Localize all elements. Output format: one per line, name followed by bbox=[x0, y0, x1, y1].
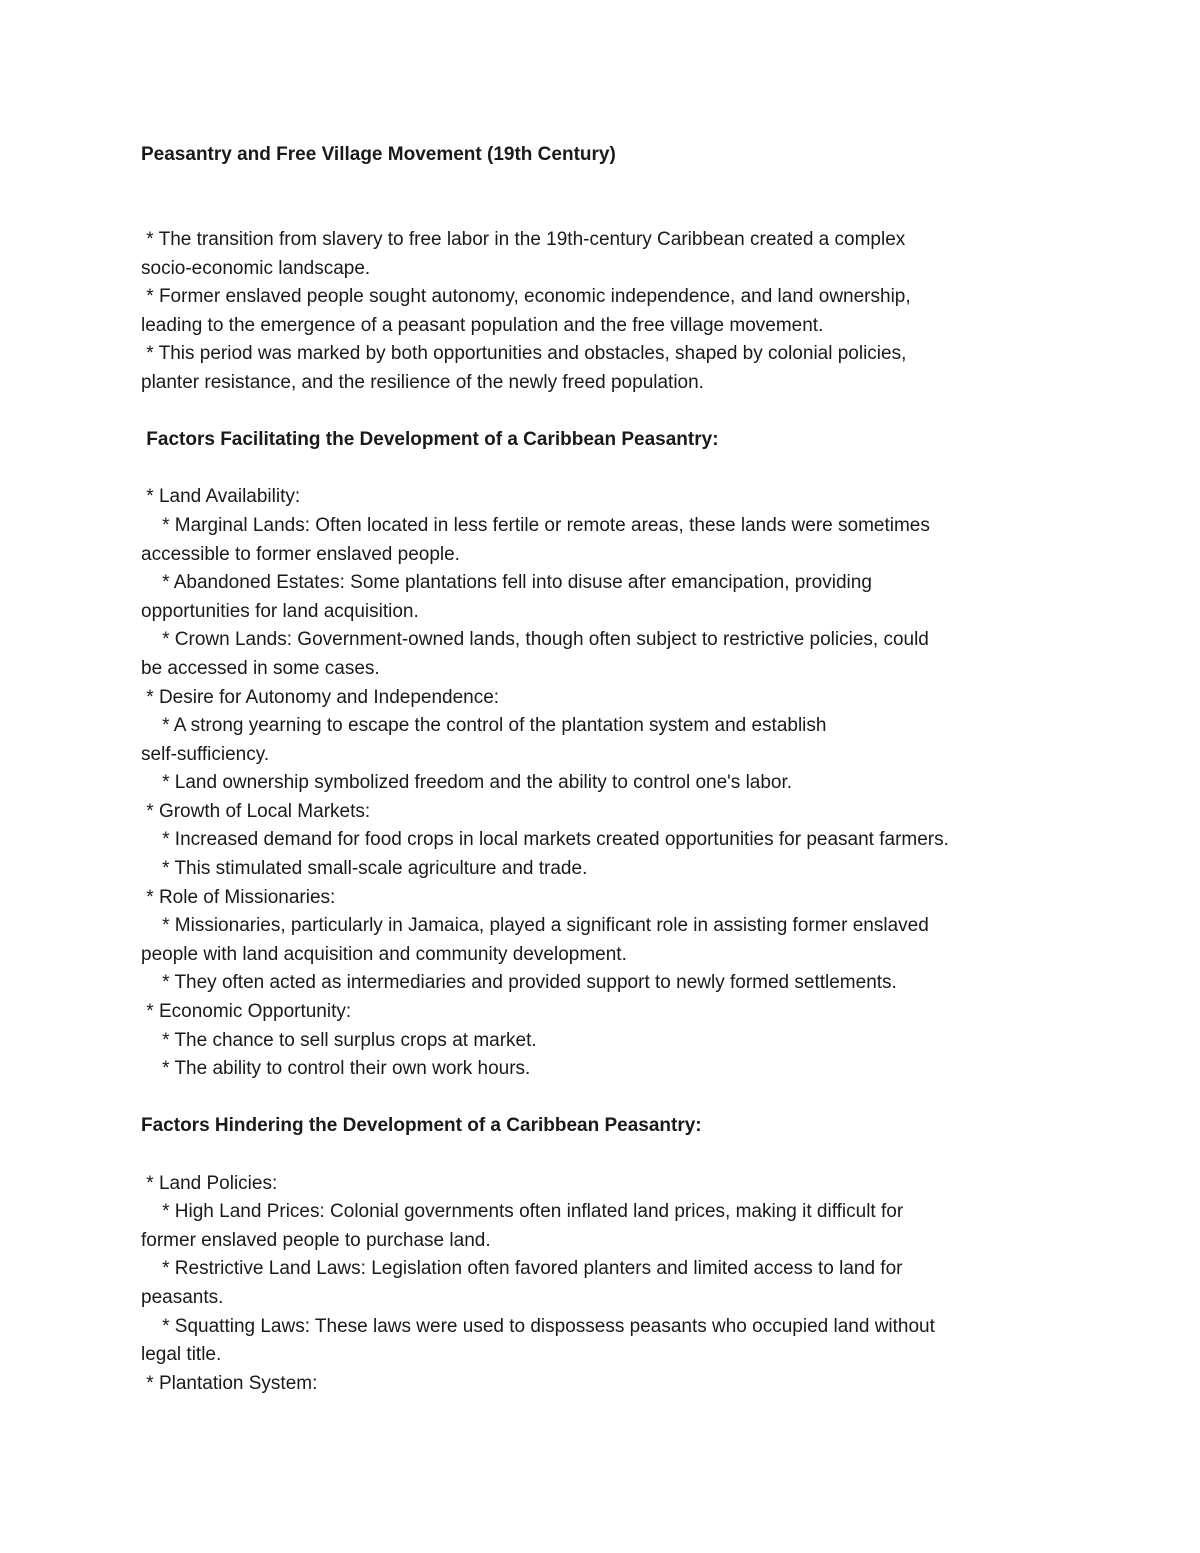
intro-line: * Former enslaved people sought autonomy, economic independence, and land ownership, bbox=[141, 286, 911, 308]
list-line: * Missionaries, particularly in Jamaica, played a significant role in assisting former enslaved bbox=[141, 915, 929, 937]
spacer bbox=[141, 1084, 1061, 1113]
spacer bbox=[141, 455, 1061, 484]
list-line: accessible to former enslaved people. bbox=[141, 543, 460, 565]
list-line: * Increased demand for food crops in local markets created opportunities for peasant farmers. bbox=[141, 829, 949, 851]
list-line: * Marginal Lands: Often located in less fertile or remote areas, these lands were sometimes bbox=[141, 514, 930, 536]
list-line: * Economic Opportunity: bbox=[141, 1001, 352, 1023]
list-line: legal title. bbox=[141, 1344, 222, 1366]
spacer bbox=[141, 398, 1061, 427]
spacer bbox=[141, 1141, 1061, 1170]
intro-line: * This period was marked by both opportunities and obstacles, shaped by colonial policies, bbox=[141, 343, 907, 365]
list-line: * Abandoned Estates: Some plantations fell into disuse after emancipation, providing bbox=[141, 572, 872, 594]
list-line: be accessed in some cases. bbox=[141, 657, 380, 679]
intro-line: planter resistance, and the resilience of the newly freed population. bbox=[141, 371, 704, 393]
list-line: * The ability to control their own work hours. bbox=[141, 1058, 531, 1080]
list-line: * Plantation System: bbox=[141, 1372, 318, 1394]
list-line: * Desire for Autonomy and Independence: bbox=[141, 686, 500, 708]
list-line: opportunities for land acquisition. bbox=[141, 600, 419, 622]
list-line: people with land acquisition and community development. bbox=[141, 943, 627, 965]
hindering-section bbox=[141, 1112, 1061, 1398]
list-line: * Land Availability: bbox=[141, 486, 301, 508]
section-heading-facilitating: Factors Facilitating the Development of a Caribbean Peasantry: bbox=[141, 429, 719, 451]
intro-section bbox=[141, 226, 1061, 398]
intro-line: socio-economic landscape. bbox=[141, 257, 371, 279]
list-line: * Restrictive Land Laws: Legislation often favored planters and limited access to land for bbox=[141, 1258, 903, 1280]
list-line: * Growth of Local Markets: bbox=[141, 800, 371, 822]
list-line: * This stimulated small-scale agriculture and trade. bbox=[141, 858, 588, 880]
list-line: * High Land Prices: Colonial governments often inflated land prices, making it difficult for bbox=[141, 1201, 904, 1223]
document-title: Peasantry and Free Village Movement (19th Century) bbox=[141, 144, 616, 165]
list-line: * Squatting Laws: These laws were used to dispossess peasants who occupied land without bbox=[141, 1315, 935, 1337]
list-line: * Land ownership symbolized freedom and the ability to control one's labor. bbox=[141, 772, 793, 794]
list-line: * Role of Missionaries: bbox=[141, 886, 336, 908]
section-heading-hindering: Factors Hindering the Development of a Caribbean Peasantry: bbox=[141, 1115, 702, 1137]
list-line: * Land Policies: bbox=[141, 1172, 278, 1194]
list-line: * They often acted as intermediaries and provided support to newly formed settlements. bbox=[141, 972, 897, 994]
list-line: self-sufficiency. bbox=[141, 743, 270, 765]
list-line: * A strong yearning to escape the control of the plantation system and establish bbox=[141, 715, 827, 737]
intro-line: * The transition from slavery to free labor in the 19th-century Caribbean created a complex bbox=[141, 229, 906, 250]
facilitating-section bbox=[141, 426, 1061, 1084]
document-page bbox=[141, 141, 1061, 1398]
spacer bbox=[141, 169, 1061, 226]
intro-line: leading to the emergence of a peasant population and the free village movement. bbox=[141, 314, 824, 336]
list-line: * The chance to sell surplus crops at market. bbox=[141, 1029, 537, 1051]
list-line: former enslaved people to purchase land. bbox=[141, 1229, 491, 1251]
list-line: peasants. bbox=[141, 1286, 224, 1308]
list-line: * Crown Lands: Government-owned lands, though often subject to restrictive policies, could bbox=[141, 629, 929, 651]
